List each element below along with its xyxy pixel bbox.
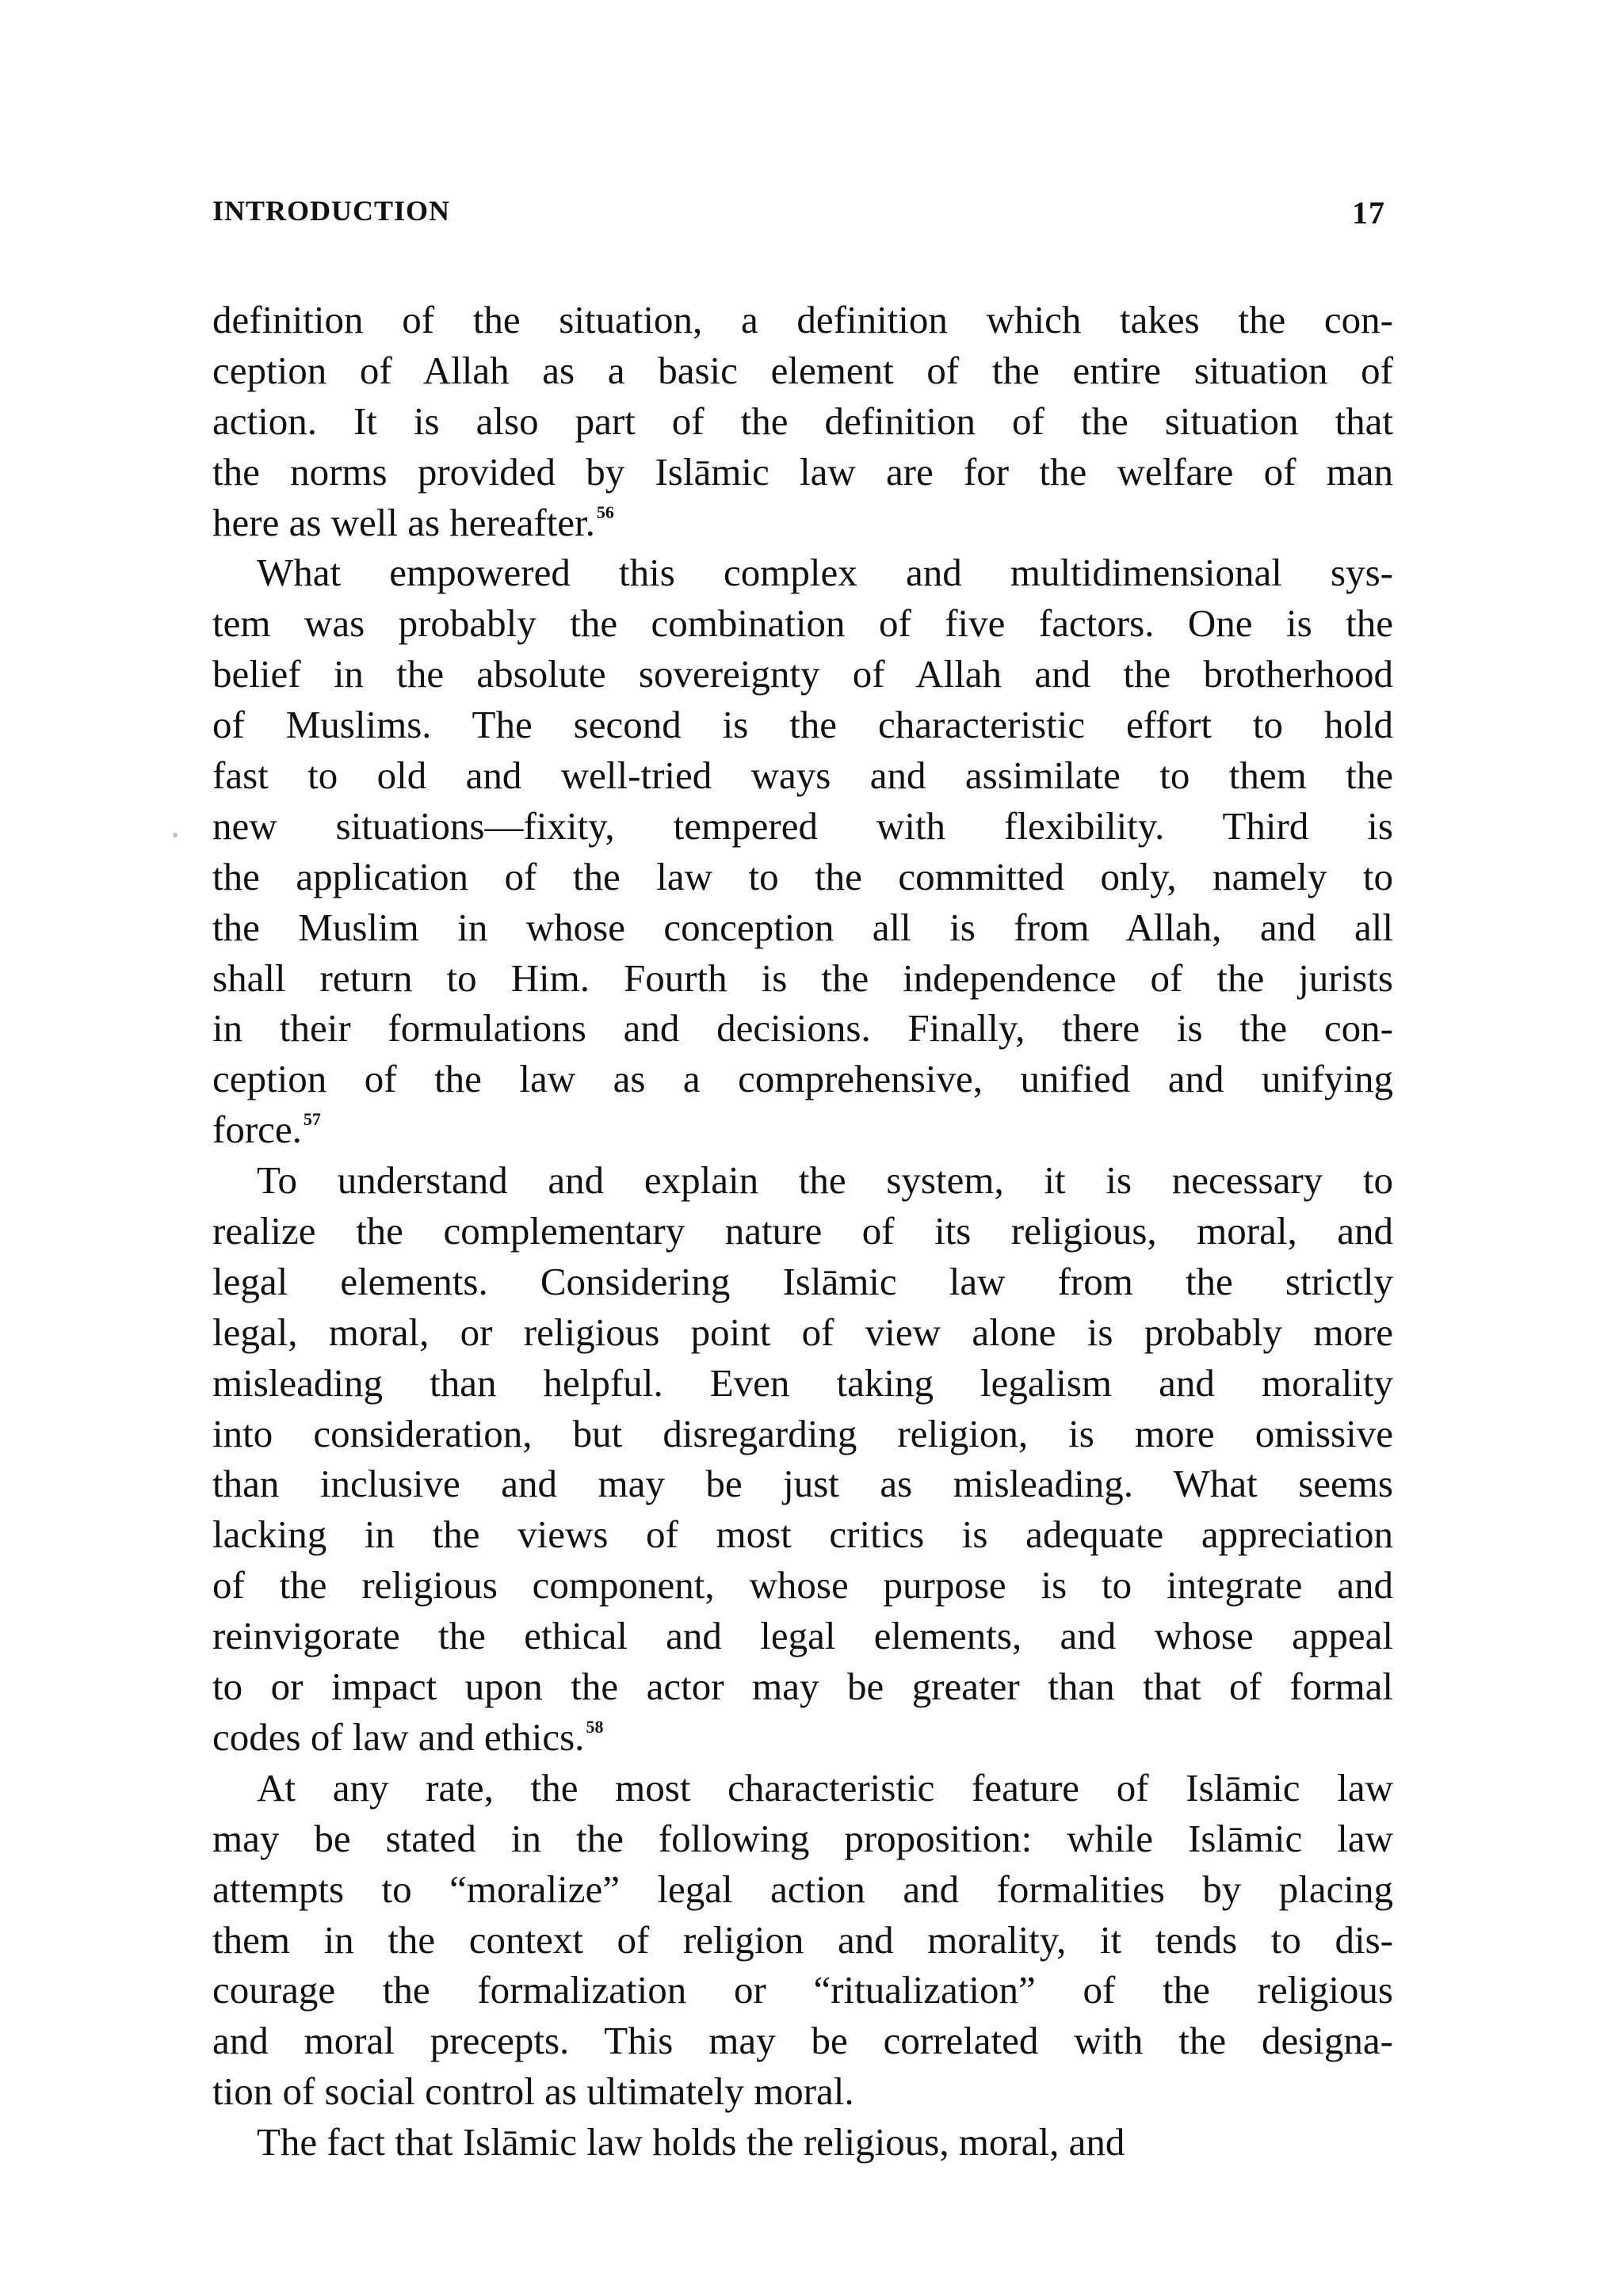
line-text: definition of the situation, a definition which takes the con- — [212, 298, 1393, 341]
text-line — [212, 700, 1393, 750]
line-text: shall return to Him. Fourth is the independence of the jurists — [212, 955, 1393, 1000]
line-text: in their formulations and decisions. Finally, there is the con- — [212, 1006, 1393, 1051]
line-text: them in the context of religion and morality, it tends to dis- — [212, 1917, 1393, 1962]
text-line — [212, 1104, 1393, 1155]
line-text: the application of the law to the committed only, namely to — [212, 854, 1393, 898]
line-text: the Muslim in whose conception all is from Allah, and all — [212, 905, 1393, 949]
footnote-marker: 57 — [303, 1109, 321, 1130]
text-line — [212, 2016, 1393, 2066]
text-line — [212, 801, 1393, 852]
line-text: the norms provided by Islāmic law are for the welfare of man — [212, 449, 1393, 494]
text-line — [212, 953, 1393, 1004]
text-line — [212, 1763, 1393, 1814]
text-line — [212, 547, 1393, 598]
text-line — [212, 1864, 1393, 1915]
text-line — [212, 447, 1393, 498]
text-line — [212, 498, 1393, 548]
footnote-marker: 58 — [586, 1716, 604, 1737]
text-line — [212, 598, 1393, 649]
text-line — [212, 1814, 1393, 1864]
line-text: than inclusive and may be just as misleading. What seems — [212, 1462, 1393, 1506]
line-text: and moral precepts. This may be correlated with the designa- — [212, 2019, 1393, 2063]
text-line — [212, 649, 1393, 700]
line-text: ception of the law as a comprehensive, unified and unifying — [212, 1057, 1393, 1101]
text-line — [212, 1560, 1393, 1611]
paragraph — [212, 1155, 1393, 1763]
text-line — [212, 2066, 1393, 2117]
line-text: may be stated in the following proposition: while Islāmic law — [212, 1816, 1393, 1860]
line-text: misleading than helpful. Even taking legalism and morality — [212, 1360, 1393, 1405]
paragraph — [212, 2117, 1393, 2168]
text-line — [212, 852, 1393, 902]
line-text: At any rate, the most characteristic feature of Islāmic law — [257, 1765, 1393, 1810]
line-text: force. — [212, 1108, 302, 1152]
line-text: fast to old and well-tried ways and assimilate to them the — [212, 753, 1393, 798]
line-text: legal elements. Considering Islāmic law from the strictly — [212, 1259, 1393, 1303]
page-number: 17 — [1352, 195, 1385, 231]
text-line — [212, 1358, 1393, 1409]
text-line — [212, 345, 1393, 396]
text-line — [212, 1257, 1393, 1307]
line-text: legal, moral, or religious point of view alone is probably more — [212, 1310, 1393, 1354]
paragraph — [212, 1763, 1393, 2117]
text-line — [212, 295, 1393, 345]
text-line — [212, 1712, 1393, 1763]
line-text: courage the formalization or “ritualization” of the religious — [212, 1968, 1393, 2012]
scan-speck — [173, 833, 178, 837]
line-text: What empowered this complex and multidimensional sys- — [257, 551, 1393, 595]
line-text: to or impact upon the actor may be greater than that of formal — [212, 1665, 1393, 1709]
line-text: To understand and explain the system, it is necessary to — [257, 1158, 1393, 1203]
line-text: here as well as hereafter. — [212, 500, 595, 544]
text-line — [212, 1003, 1393, 1054]
line-text: new situations—fixity, tempered with flexibility. Third is — [212, 803, 1393, 848]
line-text: tion of social control as ultimately moral. — [212, 2069, 854, 2114]
line-text: into consideration, but disregarding religion, is more omissive — [212, 1411, 1393, 1455]
text-line — [212, 902, 1393, 953]
text-line — [212, 1307, 1393, 1358]
paragraph — [212, 295, 1393, 547]
line-text: action. It is also part of the definition of the situation that — [212, 399, 1393, 443]
line-text: lacking in the views of most critics is adequate appreciation — [212, 1512, 1393, 1557]
line-text: of Muslims. The second is the characteristic effort to hold — [212, 703, 1393, 747]
line-text: realize the complementary nature of its religious, moral, and — [212, 1209, 1393, 1253]
text-line — [212, 1965, 1393, 2016]
text-line — [212, 1661, 1393, 1712]
text-line — [212, 1206, 1393, 1257]
line-text: attempts to “moralize” legal action and formalities by placing — [212, 1867, 1393, 1911]
text-line — [212, 396, 1393, 447]
line-text: codes of law and ethics. — [212, 1714, 585, 1759]
text-line — [212, 2117, 1393, 2168]
text-line — [212, 1155, 1393, 1206]
text-line — [212, 1509, 1393, 1560]
line-text: ception of Allah as a basic element of the entire situation of — [212, 348, 1393, 392]
paragraph — [212, 547, 1393, 1155]
line-text: belief in the absolute sovereignty of Allah and the brotherhood — [212, 652, 1393, 696]
line-text: tem was probably the combination of five factors. One is the — [212, 601, 1393, 646]
line-text: of the religious component, whose purpose is to integrate and — [212, 1563, 1393, 1608]
line-text: The fact that Islāmic law holds the religious, moral, and — [257, 2120, 1125, 2164]
text-line — [212, 1611, 1393, 1661]
text-line — [212, 1054, 1393, 1104]
running-head — [212, 194, 1393, 234]
text-line — [212, 750, 1393, 801]
line-text: reinvigorate the ethical and legal elements, and whose appeal — [212, 1614, 1393, 1658]
text-line — [212, 1459, 1393, 1509]
body-text — [212, 295, 1393, 2168]
footnote-marker: 56 — [596, 502, 614, 522]
text-line — [212, 1409, 1393, 1459]
text-line — [212, 1915, 1393, 1966]
running-head-title: INTRODUCTION — [212, 195, 451, 227]
